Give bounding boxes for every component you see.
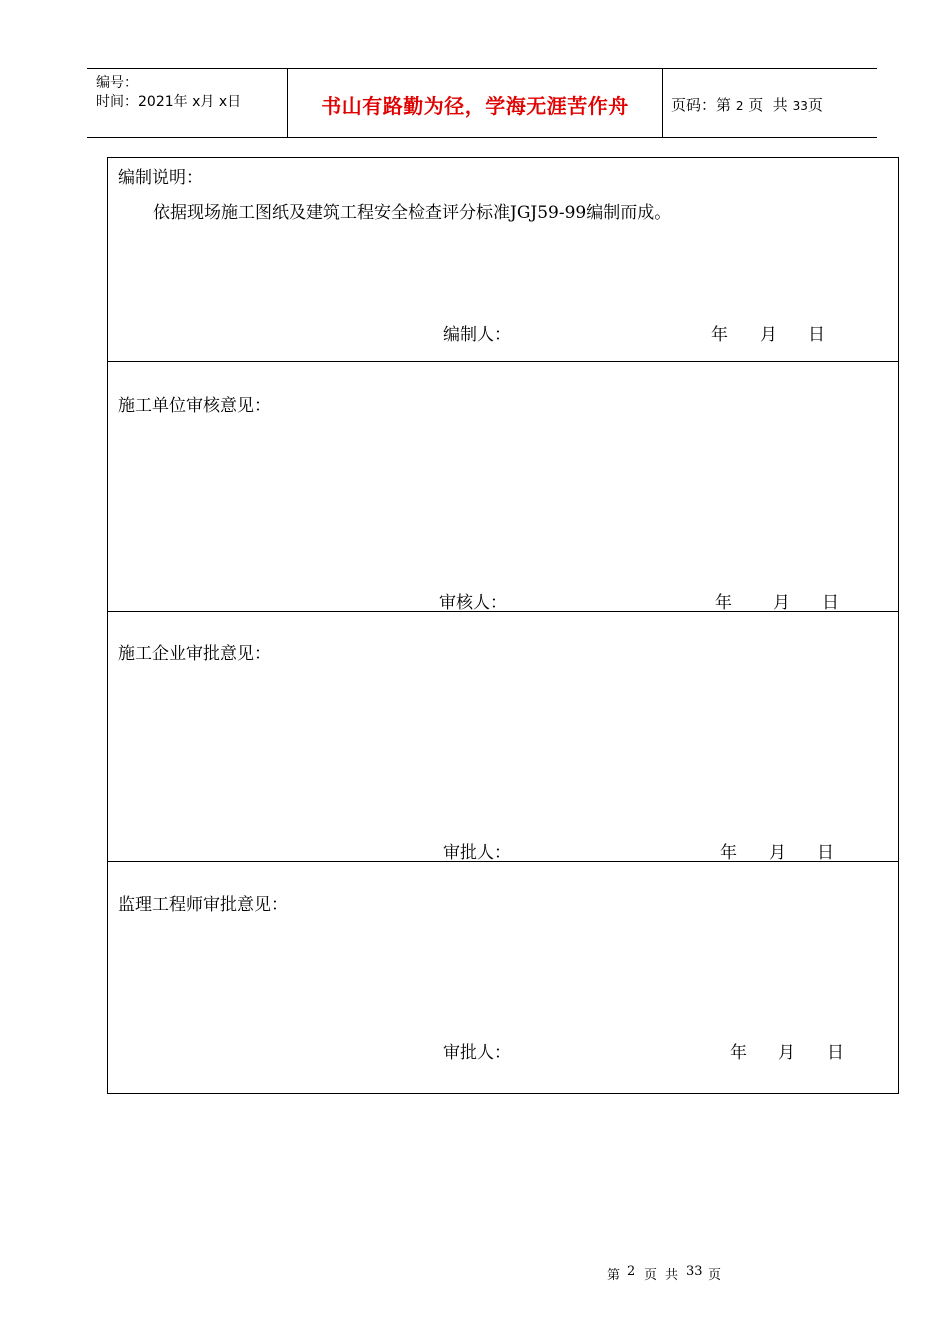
footer-total-unit: 页	[708, 1268, 722, 1283]
page-prefix: 第	[716, 96, 732, 114]
date-day: 日	[817, 843, 834, 863]
time-label: 时间：	[96, 94, 138, 110]
total-unit: 页	[807, 96, 823, 114]
date-day: 日	[822, 593, 839, 613]
page-current: 2	[735, 99, 744, 113]
section-supervisor-approval	[108, 861, 898, 1093]
time-month: x	[192, 94, 201, 110]
date-month: 月	[778, 1043, 795, 1063]
footer-total-prefix: 共	[665, 1268, 679, 1283]
total-prefix: 共	[772, 96, 788, 114]
page-unit: 页	[748, 96, 764, 114]
signer-label: 审批人：	[443, 1043, 511, 1063]
header-meta	[87, 69, 287, 137]
page-header	[87, 68, 877, 138]
time-month-unit: 月	[200, 94, 215, 110]
date-month: 月	[769, 843, 786, 863]
time-year: 2021	[138, 94, 174, 110]
section-title: 编制说明：	[118, 168, 203, 188]
section-title: 施工单位审核意见：	[118, 396, 271, 416]
footer-current: 2	[627, 1264, 636, 1279]
header-page-info	[671, 94, 823, 115]
header-motto-cell	[287, 69, 663, 137]
section-contractor-review	[108, 361, 898, 611]
motto: 书山有路勤为径，学海无涯苦作舟	[321, 94, 629, 118]
time-day-unit: 日	[227, 94, 242, 110]
document-time	[96, 91, 241, 111]
section-enterprise-approval	[108, 611, 898, 861]
date-year: 年	[730, 1043, 747, 1063]
date-month: 月	[760, 325, 777, 345]
signer-label: 审核人：	[439, 593, 507, 613]
time-day: x	[218, 94, 228, 110]
date-year: 年	[720, 843, 737, 863]
signer-label: 审批人：	[443, 843, 511, 863]
page-total: 33	[792, 99, 808, 113]
signer-label: 编制人：	[443, 325, 511, 345]
page-label: 页码：	[671, 96, 717, 114]
date-month: 月	[773, 593, 790, 613]
footer-page-unit: 页	[644, 1268, 658, 1283]
section-compile	[108, 158, 898, 361]
footer-prefix: 第	[607, 1268, 621, 1283]
time-year-unit: 年	[173, 94, 188, 110]
header-page-cell	[662, 69, 877, 137]
approval-table	[107, 157, 899, 1094]
date-day: 日	[808, 325, 825, 345]
document-code-label: 编号：	[96, 75, 138, 91]
footer-total: 33	[686, 1264, 703, 1279]
compile-description: 依据现场施工图纸及建筑工程安全检查评分标准JGJ59-99编制而成。	[153, 203, 672, 223]
date-year: 年	[711, 325, 728, 345]
section-title: 监理工程师审批意见：	[118, 895, 288, 915]
section-title: 施工企业审批意见：	[118, 644, 271, 664]
date-day: 日	[827, 1043, 844, 1063]
date-year: 年	[715, 593, 732, 613]
